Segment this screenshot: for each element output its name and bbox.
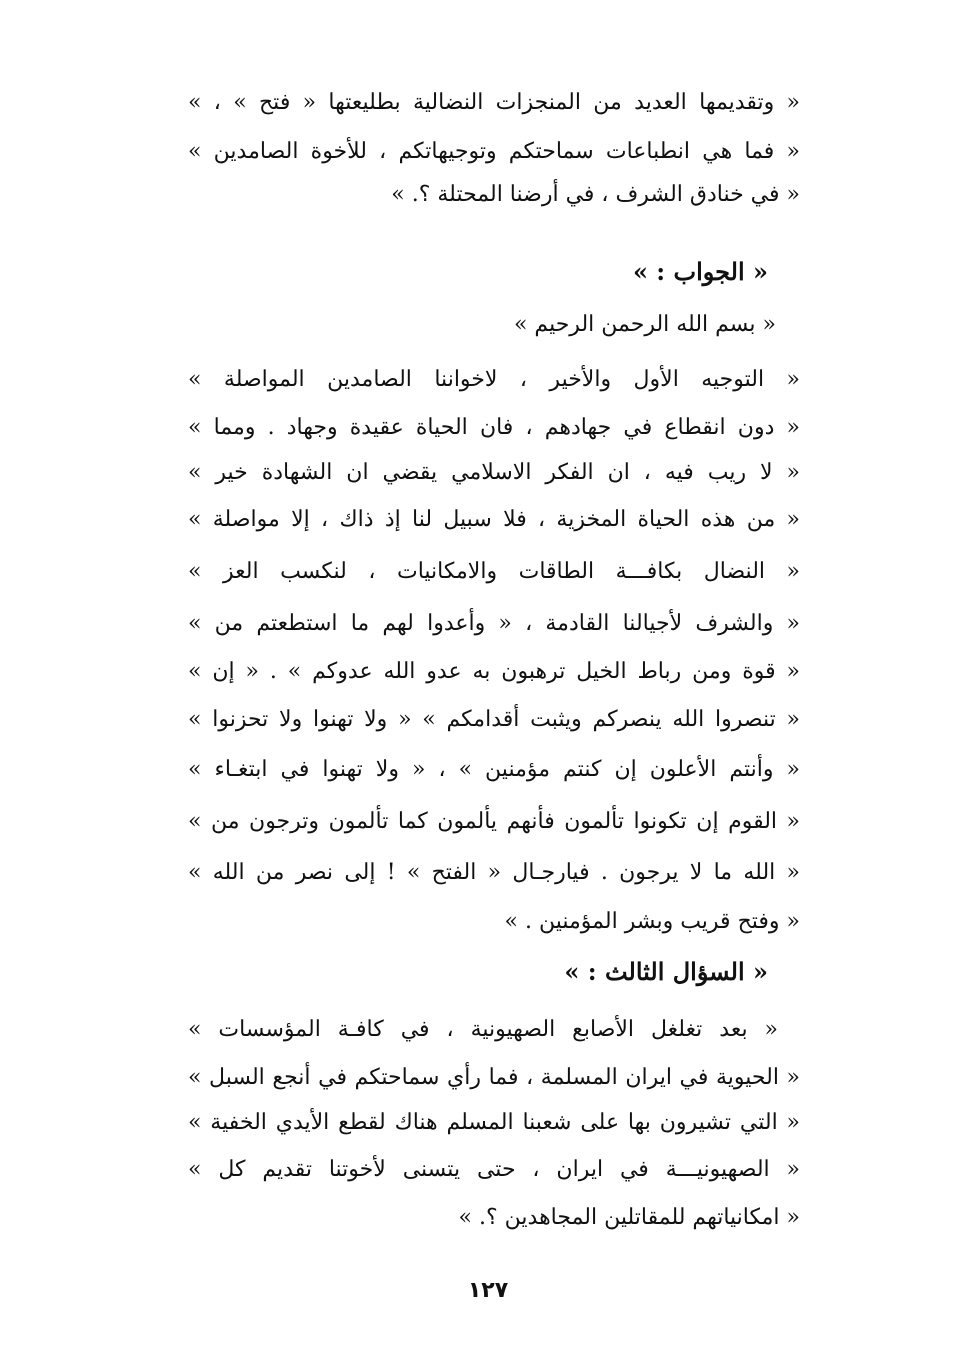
text-line: « دون انقطاع في جهادهم ، فان الحياة عقيدة وجهاد . ومما » xyxy=(188,415,800,440)
text-line: « التوجيه الأول والأخير ، لاخواننا الصامدين المواصلة » xyxy=(188,367,800,392)
text-line: « والشرف لأجيالنا القادمة ، « وأعدوا لهم ما استطعتم من » xyxy=(188,611,800,636)
text-line: « النضال بكافـــة الطاقات والامكانيات ، لنكسب العز » xyxy=(188,559,800,584)
answer-heading: « الجواب : » xyxy=(632,257,768,286)
text-line: « التي تشيرون بها على شعبنا المسلم هناك لقطع الأيدي الخفية » xyxy=(188,1110,800,1135)
text-line: « الله ما لا يرجون . فيارجـال « الفتح » ! إلى نصر من الله » xyxy=(188,860,800,885)
text-line: « الصهيونيـــة في ايران ، حتى يتسنى لأخوتنا تقديم كل » xyxy=(188,1157,800,1182)
text-line: « في خنادق الشرف ، في أرضنا المحتلة ؟. » xyxy=(391,182,800,207)
text-line: « لا ريب فيه ، ان الفكر الاسلامي يقضي ان الشهادة خير » xyxy=(188,460,800,485)
text-line: « الحيوية في ايران المسلمة ، فما رأي سماحتكم في أنجع السبل » xyxy=(188,1065,800,1090)
text-line: « من هذه الحياة المخزية ، فلا سبيل لنا إذ ذاك ، إلا مواصلة » xyxy=(188,507,800,532)
text-line: « بعد تغلغل الأصابع الصهيونية ، في كافـة المؤسسات » xyxy=(188,1017,778,1042)
basmala: « بسم الله الرحمن الرحيم » xyxy=(513,312,776,337)
text-line: « امكانياتهم للمقاتلين المجاهدين ؟. » xyxy=(458,1205,800,1230)
text-line: « وتقديمها العديد من المنجزات النضالية بطليعتها « فتح » ، » xyxy=(188,90,800,115)
text-line: « القوم إن تكونوا تألمون فأنهم يألمون كما تألمون وترجون من » xyxy=(188,809,800,834)
text-line: « وأنتم الأعلون إن كنتم مؤمنين » ، « ولا تهنوا في ابتغـاء » xyxy=(188,757,800,782)
text-line: « قوة ومن رباط الخيل ترهبون به عدو الله عدوكم » . « إن » xyxy=(188,659,800,684)
text-line: « تنصروا الله ينصركم ويثبت أقدامكم » « ولا تهنوا ولا تحزنوا » xyxy=(188,707,800,732)
question-heading: « السؤال الثالث : » xyxy=(564,957,768,986)
page-number: ١٢٧ xyxy=(467,1278,509,1303)
text-line: « وفتح قريب وبشر المؤمنين . » xyxy=(504,909,800,934)
text-line: « فما هي انطباعات سماحتكم وتوجيهاتكم ، للأخوة الصامدين » xyxy=(188,139,800,164)
